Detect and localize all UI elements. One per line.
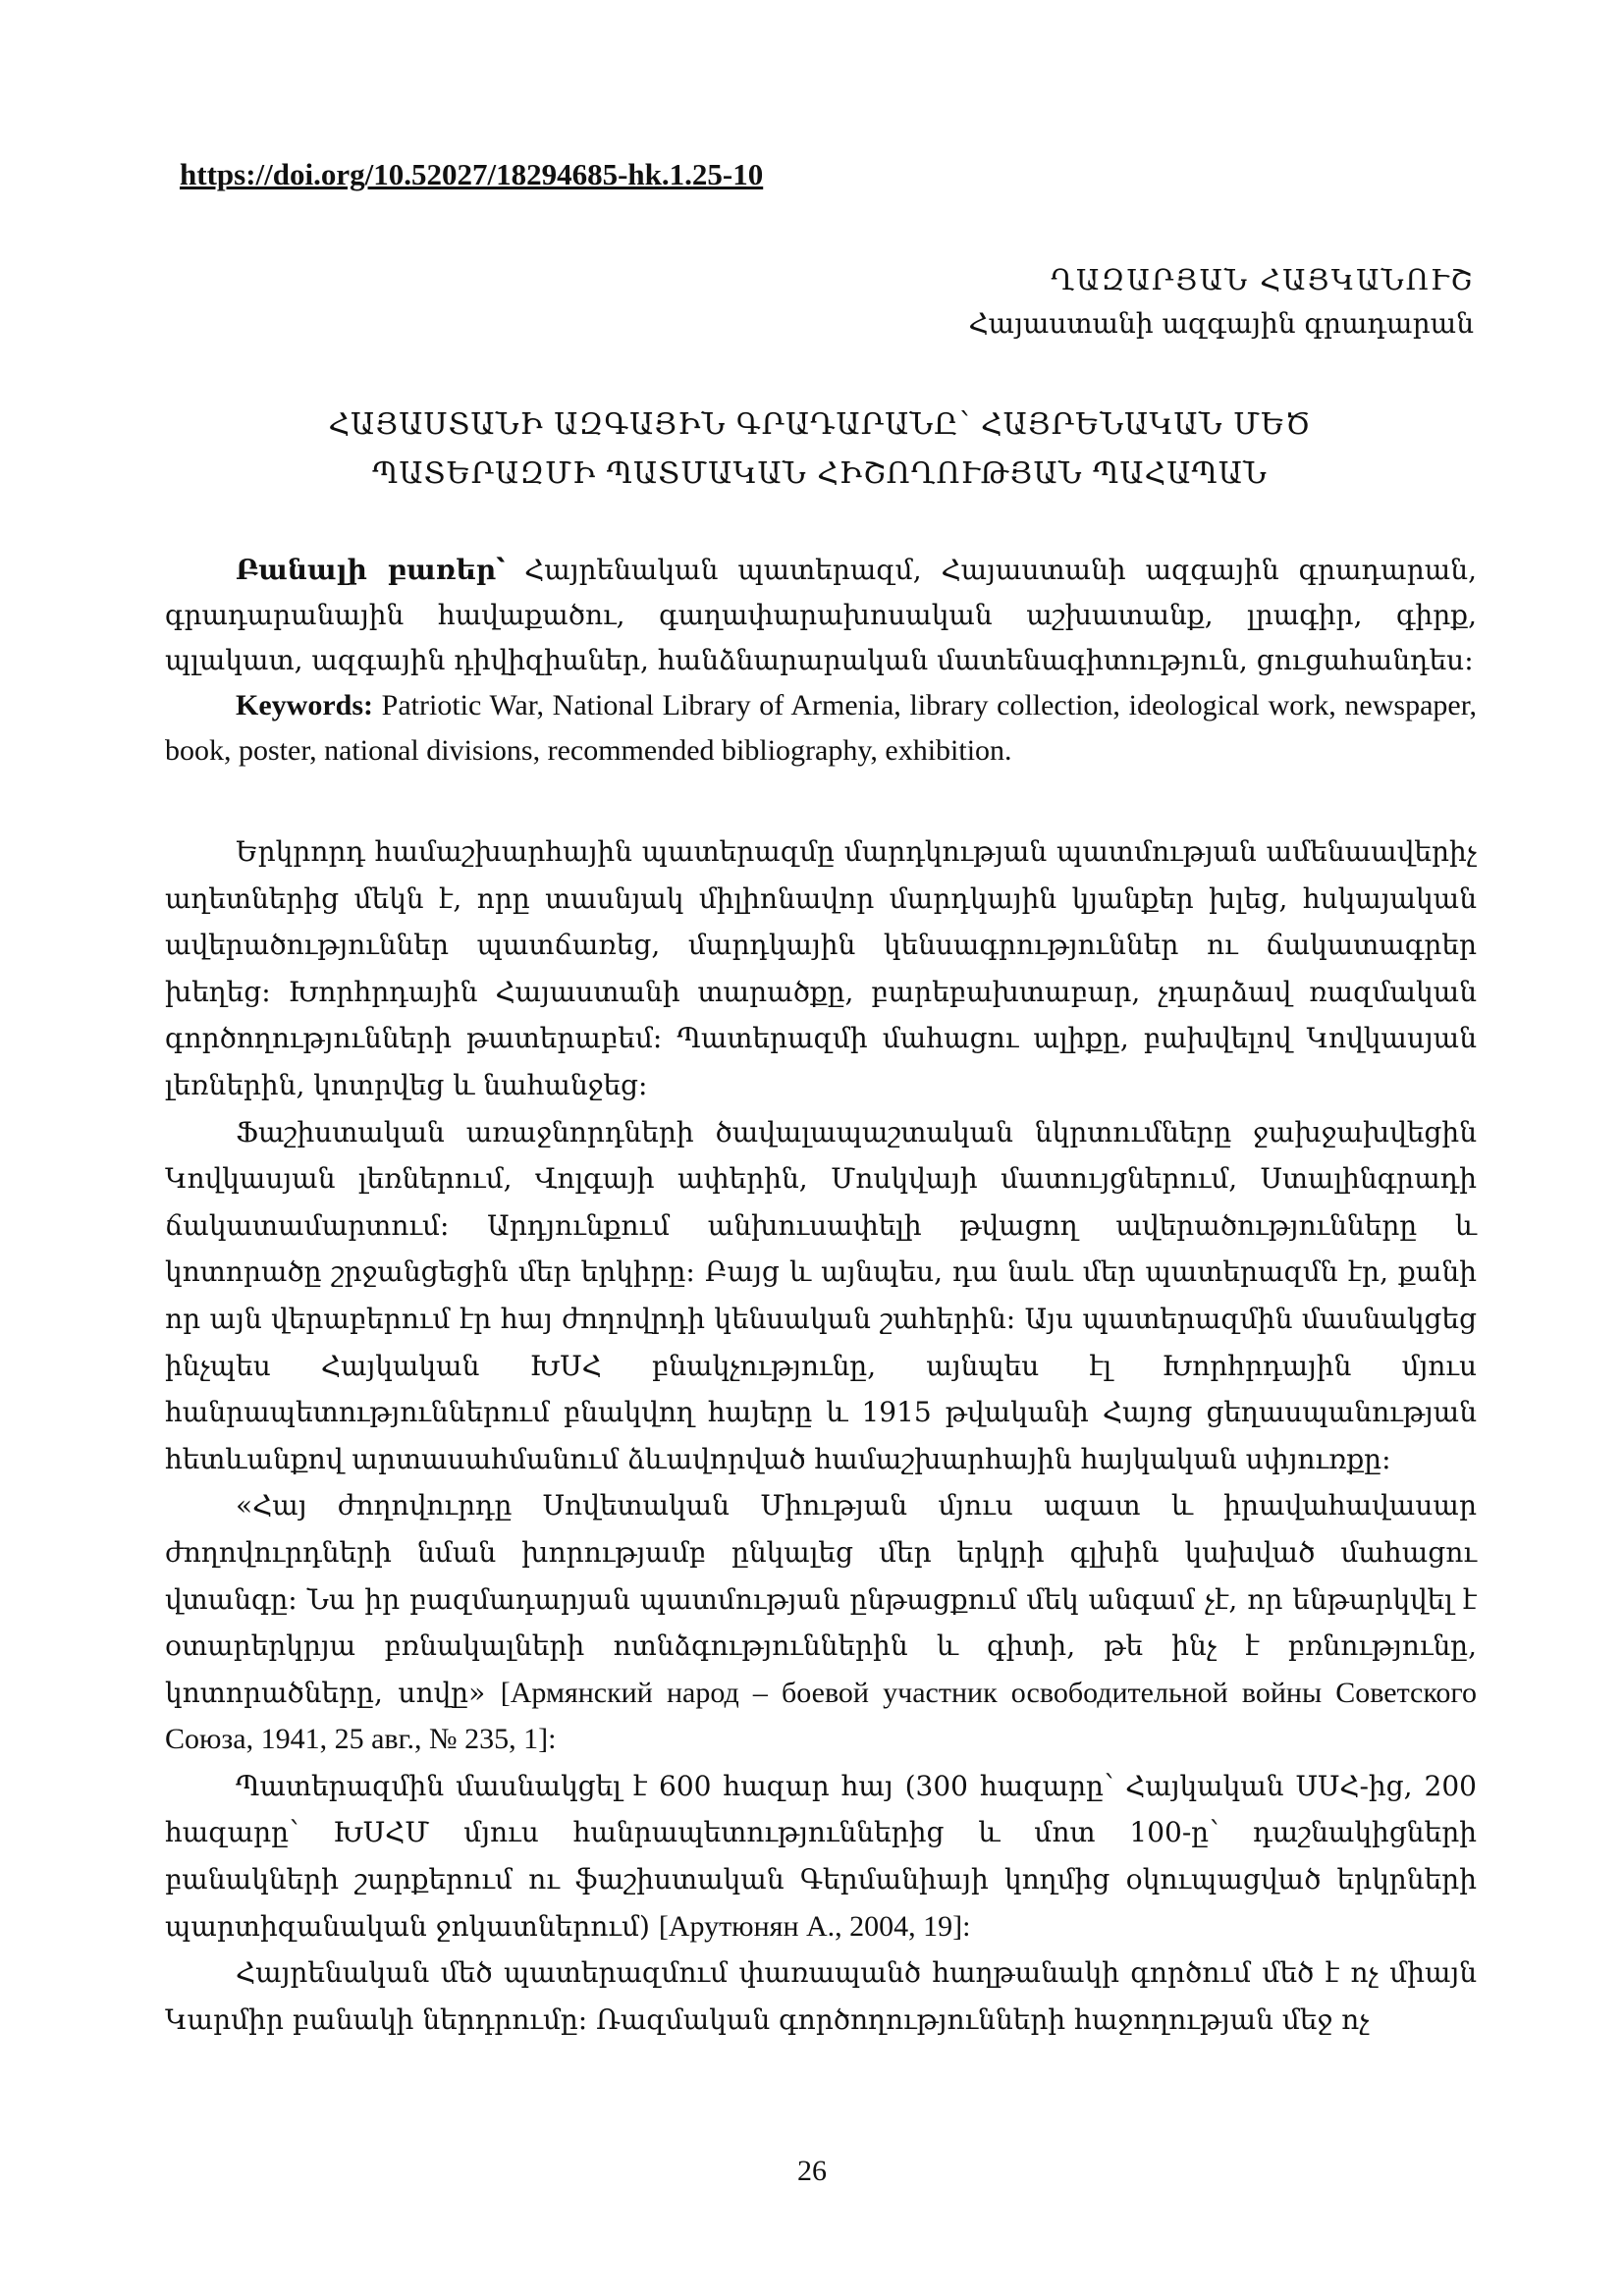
- title-line-2: ՊԱՏԵՐԱԶՄԻ ՊԱՏՄԱԿԱՆ ՀԻՇՈՂՈՒԹՅԱՆ ՊԱՀԱՊԱՆ: [372, 456, 1268, 491]
- keywords-text-en: Patriotic War, National Library of Armenia, library collection, ideological work, newspaper, book, poster, national divisions, recommended bibliography, exhibition.: [165, 689, 1477, 767]
- keywords-english: [165, 683, 1477, 774]
- author-name: ՂԱԶԱՐՅԱՆ ՀԱՅԿԱՆՈՒՇ: [1050, 263, 1474, 296]
- keywords-armenian: [165, 548, 1477, 683]
- quote-citation: [Армянский народ – боевой участник освободительной войны Советского Союза, 1941, 25 авг., № 235, 1]:: [165, 1676, 1477, 1756]
- author-affiliation: Հայաստանի ազգային գրադարան: [968, 307, 1474, 340]
- quote-text: «Հայ ժողովուրդը Սովետական Միության մյուս ազատ և իրավահավասար ժողովուրդների նման խորությամբ ընկալեց մեր երկրի գլխին կախված մահացու վտանգը: Նա իր բազմադարյան պատմության ընթացքում մեկ անգամ չէ, որ ենթարկվել է օտարերկրյա բռնակալների ոտնձգություններին և գիտի, թե ինչ է բռնությունը, կոտորածները, սովը»: [165, 1489, 1477, 1709]
- doi-link[interactable]: https://doi.org/10.52027/18294685-hk.1.25-10: [180, 157, 764, 191]
- paragraph-1: Երկրորդ համաշխարհային պատերազմը մարդկության պատմության ամենաավերիչ աղետներից մեկն է, որը տասնյակ միլիոնավոր մարդկային կյանքեր խլեց, հսկայական ավերածություններ պատճառեց, մարդկային կենսագրություններ ու ճակատագրեր խեղեց: Խորհրդային Հայաստանի տարածքը, բարեբախտաբար, չդարձավ ռազմական գործողությունների թատերաբեմ: Պատերազմի մահացու ալիքը, բախվելով Կովկասյան լեռներին, կոտրվեց և նահանջեց:: [165, 835, 1477, 1101]
- keywords-text-hy: Հայրենական պատերազմ, Հայաստանի ազգային գրադարան, գրադարանային հավաքածու, գաղափարախոսական աշխատանք, լրագիր, գիրք, պլակատ, ազգային դիվիզիաներ, հանձնարարական մատենագիտություն, ցուցահանդես:: [165, 554, 1477, 676]
- title-line-1: ՀԱՅԱՍՏԱՆԻ ԱԶԳԱՅԻՆ ԳՐԱԴԱՐԱՆԸ՝ ՀԱՅՐԵՆԱԿԱՆ ՄԵԾ: [328, 407, 1312, 442]
- keywords-label-en: Keywords:: [236, 689, 373, 721]
- article-title: [167, 400, 1473, 499]
- paragraph-4-citation: [Арутюнян А., 2004, 19]:: [658, 1909, 971, 1943]
- keywords-block: [165, 548, 1477, 774]
- paragraph-4-text: Պատերազմին մասնակցել է 600 հազար հայ (300 հազարը՝ Հայկական ՍՍՀ-ից, 200 հազարը՝ ԽՍՀՄ մյուս հանրապետություններից և մոտ 100-ը՝ դաշնակիցների բանակների շարքերում ու ֆաշիստական Գերմանիայի կողմից օկուպացված երկրների պարտիզանական ջոկատներում): [165, 1769, 1477, 1943]
- page-number: 26: [797, 2155, 827, 2187]
- paragraph-4: [165, 1763, 1477, 1949]
- paragraph-2: Ֆաշիստական առաջնորդների ծավալապաշտական նկրտումները ջախջախվեցին Կովկասյան լեռներում, Վոլգայի ափերին, Մոսկվայի մատույցներում, Ստալինգրադի ճակատամարտում: Արդյունքում անխուսափելի թվացող ավերածությունները և կոտորածը շրջանցեցին մեր երկիրը: Բայց և այնպես, դա նաև մեր պատերազմն էր, քանի որ այն վերաբերում էր հայ ժողովրդի կենսական շահերին: Այս պատերազմին մասնակցեց ինչպես Հայկական ԽՍՀ բնակչությունը, այնպես էլ Խորհրդային մյուս հանրապետություններում բնակվող հայերը և 1915 թվականի Հայոց ցեղասպանության հետևանքով արտասահմանում ձևավորված համաշխարհային հայկական սփյուռքը:: [165, 1115, 1477, 1475]
- author-block: [969, 257, 1475, 346]
- paragraph-3: [165, 1482, 1477, 1763]
- article-body: [165, 828, 1477, 2043]
- keywords-label-hy: Բանալի բառեր՝: [236, 554, 506, 586]
- paragraph-5: Հայրենական մեծ պատերազմում փառապանծ հաղթանակի գործում մեծ է ոչ միայն Կարմիր բանակի ներդրումը: Ռազմական գործողությունների հաջողության մեջ ոչ: [165, 1956, 1477, 2036]
